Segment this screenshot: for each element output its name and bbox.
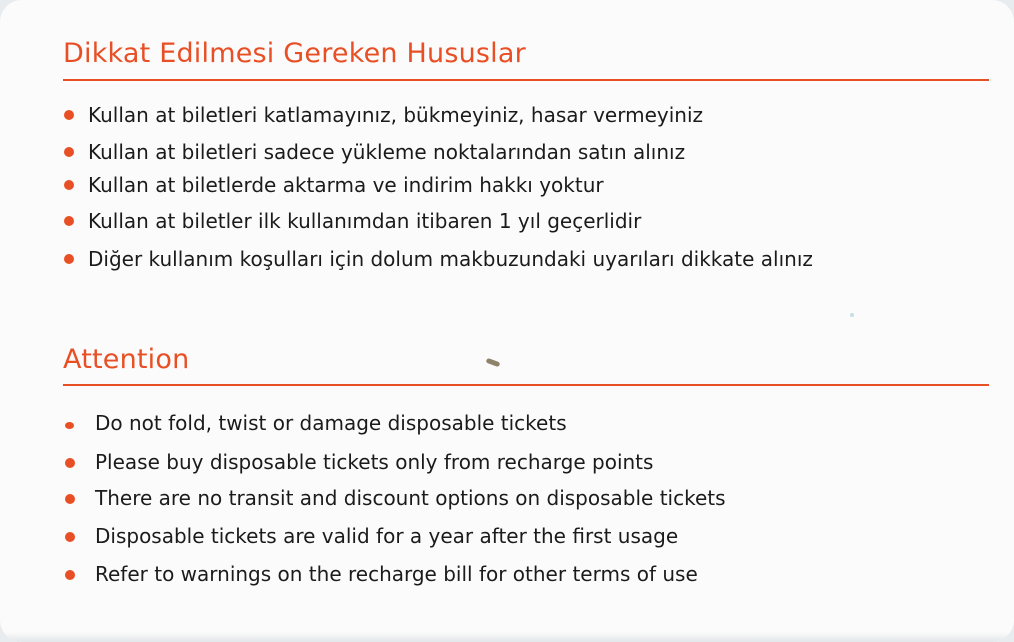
english-section-title: Attention <box>63 344 190 375</box>
list-item-text: Please buy disposable tickets only from recharge points <box>95 450 654 474</box>
print-speck <box>850 313 854 317</box>
bullet-icon <box>64 147 74 157</box>
bullet-icon <box>64 216 74 226</box>
bullet-icon <box>64 180 74 190</box>
card-edge-shadow <box>0 632 1014 642</box>
bullet-icon <box>65 494 75 504</box>
list-item-text: Refer to warnings on the recharge bill for other terms of use <box>95 562 698 586</box>
list-item-text: Kullan at biletler ilk kullanımdan itibaren 1 yıl geçerlidir <box>88 209 642 233</box>
print-speck <box>486 358 501 367</box>
list-item-text: Kullan at biletlerde aktarma ve indirim hakkı yoktur <box>88 173 604 197</box>
bullet-icon <box>65 570 75 580</box>
turkish-section-divider <box>63 79 989 81</box>
list-item-text: Diğer kullanım koşulları için dolum makbuzundaki uyarıları dikkate alınız <box>88 247 813 271</box>
list-item-text: Kullan at biletleri katlamayınız, bükmeyiniz, hasar vermeyiniz <box>88 103 704 127</box>
bullet-icon <box>65 422 74 429</box>
list-item-text: Do not fold, twist or damage disposable tickets <box>95 411 567 435</box>
bullet-icon <box>65 458 75 468</box>
bullet-icon <box>64 254 74 264</box>
bullet-icon <box>65 532 75 542</box>
turkish-section-title: Dikkat Edilmesi Gereken Hususlar <box>63 38 526 69</box>
list-item-text: There are no transit and discount options on disposable tickets <box>95 486 726 510</box>
list-item-text: Kullan at biletleri sadece yükleme noktalarından satın alınız <box>88 140 686 164</box>
list-item-text: Disposable tickets are valid for a year after the first usage <box>95 524 679 548</box>
bullet-icon <box>64 110 74 120</box>
english-section-divider <box>63 384 989 386</box>
